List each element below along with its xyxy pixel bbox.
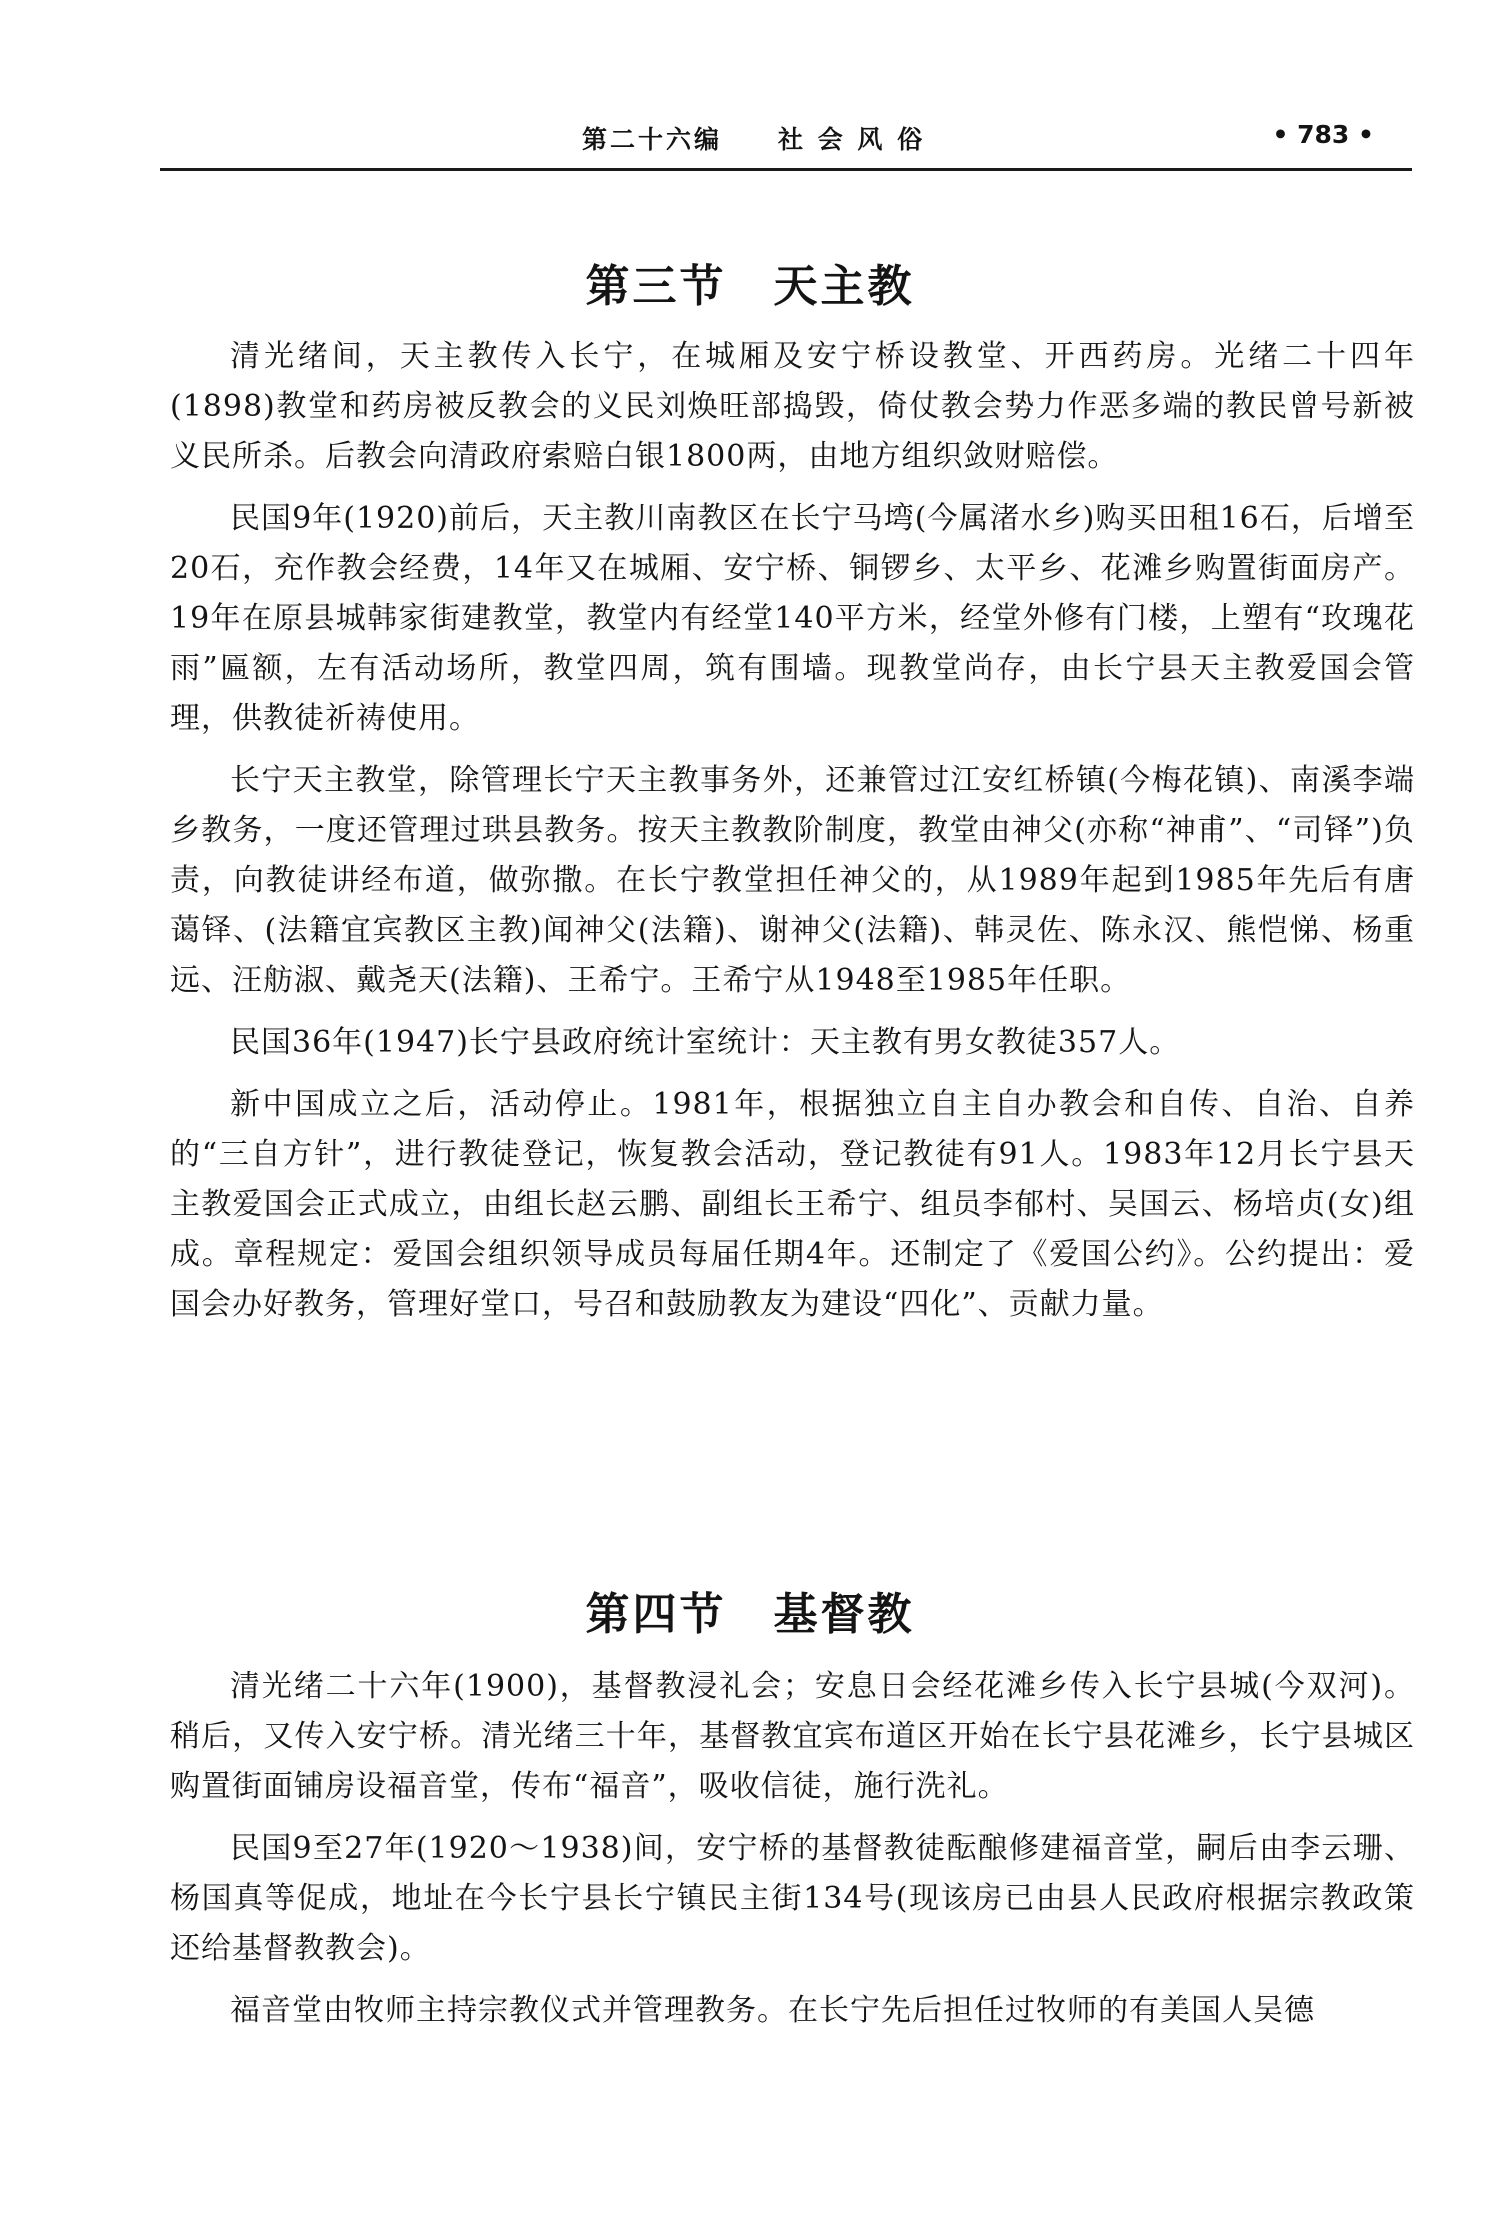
paragraph: 长宁天主教堂，除管理长宁天主教事务外，还兼管过江安红桥镇(今梅花镇)、南溪李端乡教务，一度还管理过珙县教务。按天主教教阶制度，教堂由神父(亦称“神甫”、“司铎”)负责，向教徒讲经布道，做弥撒。在长宁教堂担任神父的，从1989年起到1985年先后有唐蔼铎、(法籍宜宾教区主教)闻神父(法籍)、谢神父(法籍)、韩灵佐、陈永汉、熊恺悌、杨重远、汪舫淑、戴尧天(法籍)、王希宁。王希宁从1948至1985年任职。	[170, 763, 1415, 998]
paragraph: 清光绪间，天主教传入长宁，在城厢及安宁桥设教堂、开西药房。光绪二十四年(1898)教堂和药房被反教会的义民刘焕旺部捣毁，倚仗教会势力作恶多端的教民曾号新被义民所杀。后教会向清政府索赔白银1800两，由地方组织敛财赔偿。	[170, 339, 1415, 474]
chapter-title: 第二十六编 社 会 风 俗	[582, 125, 926, 154]
running-header	[160, 112, 1412, 171]
page-number: • 783 •	[1272, 120, 1374, 149]
paragraph: 民国9至27年(1920～1938)间，安宁桥的基督教徒酝酿修建福音堂，嗣后由李云珊、杨国真等促成，地址在今长宁县长宁镇民主街134号(现该房已由县人民政府根据宗教政策还给基督教教会)。	[170, 1831, 1415, 1966]
section-body-protestantism	[170, 1662, 1415, 2036]
paragraph: 民国36年(1947)长宁县政府统计室统计：天主教有男女教徒357人。	[230, 1025, 1181, 1060]
paragraph: 福音堂由牧师主持宗教仪式并管理教务。在长宁先后担任过牧师的有美国人吴德	[230, 1993, 1315, 2028]
section-title-catholicism: 第三节 天主教	[585, 261, 915, 312]
paragraph: 民国9年(1920)前后，天主教川南教区在长宁马塆(今属渚水乡)购买田租16石，后增至20石，充作教会经费，14年又在城厢、安宁桥、铜锣乡、太平乡、花滩乡购置街面房产。19年在原县城韩家街建教堂，教堂内有经堂140平方米，经堂外修有门楼，上塑有“玫瑰花雨”匾额，左有活动场所，教堂四周，筑有围墙。现教堂尚存，由长宁县天主教爱国会管理，供教徒祈祷使用。	[170, 501, 1415, 736]
paragraph: 新中国成立之后，活动停止。1981年，根据独立自主自办教会和自传、自治、自养的“三自方针”，进行教徒登记，恢复教会活动，登记教徒有91人。1983年12月长宁县天主教爱国会正式成立，由组长赵云鹏、副组长王希宁、组员李郁村、吴国云、杨培贞(女)组成。章程规定：爱国会组织领导成员每届任期4年。还制定了《爱国公约》。公约提出：爱国会办好教务，管理好堂口，号召和鼓励教友为建设“四化”、贡献力量。	[170, 1087, 1415, 1322]
paragraph: 清光绪二十六年(1900)，基督教浸礼会；安息日会经花滩乡传入长宁县城(今双河)。稍后，又传入安宁桥。清光绪三十年，基督教宜宾布道区开始在长宁县花滩乡，长宁县城区购置街面铺房设福音堂，传布“福音”，吸收信徒，施行洗礼。	[170, 1669, 1415, 1804]
section-title-protestantism: 第四节 基督教	[585, 1589, 915, 1640]
section-body-catholicism	[170, 332, 1415, 1330]
